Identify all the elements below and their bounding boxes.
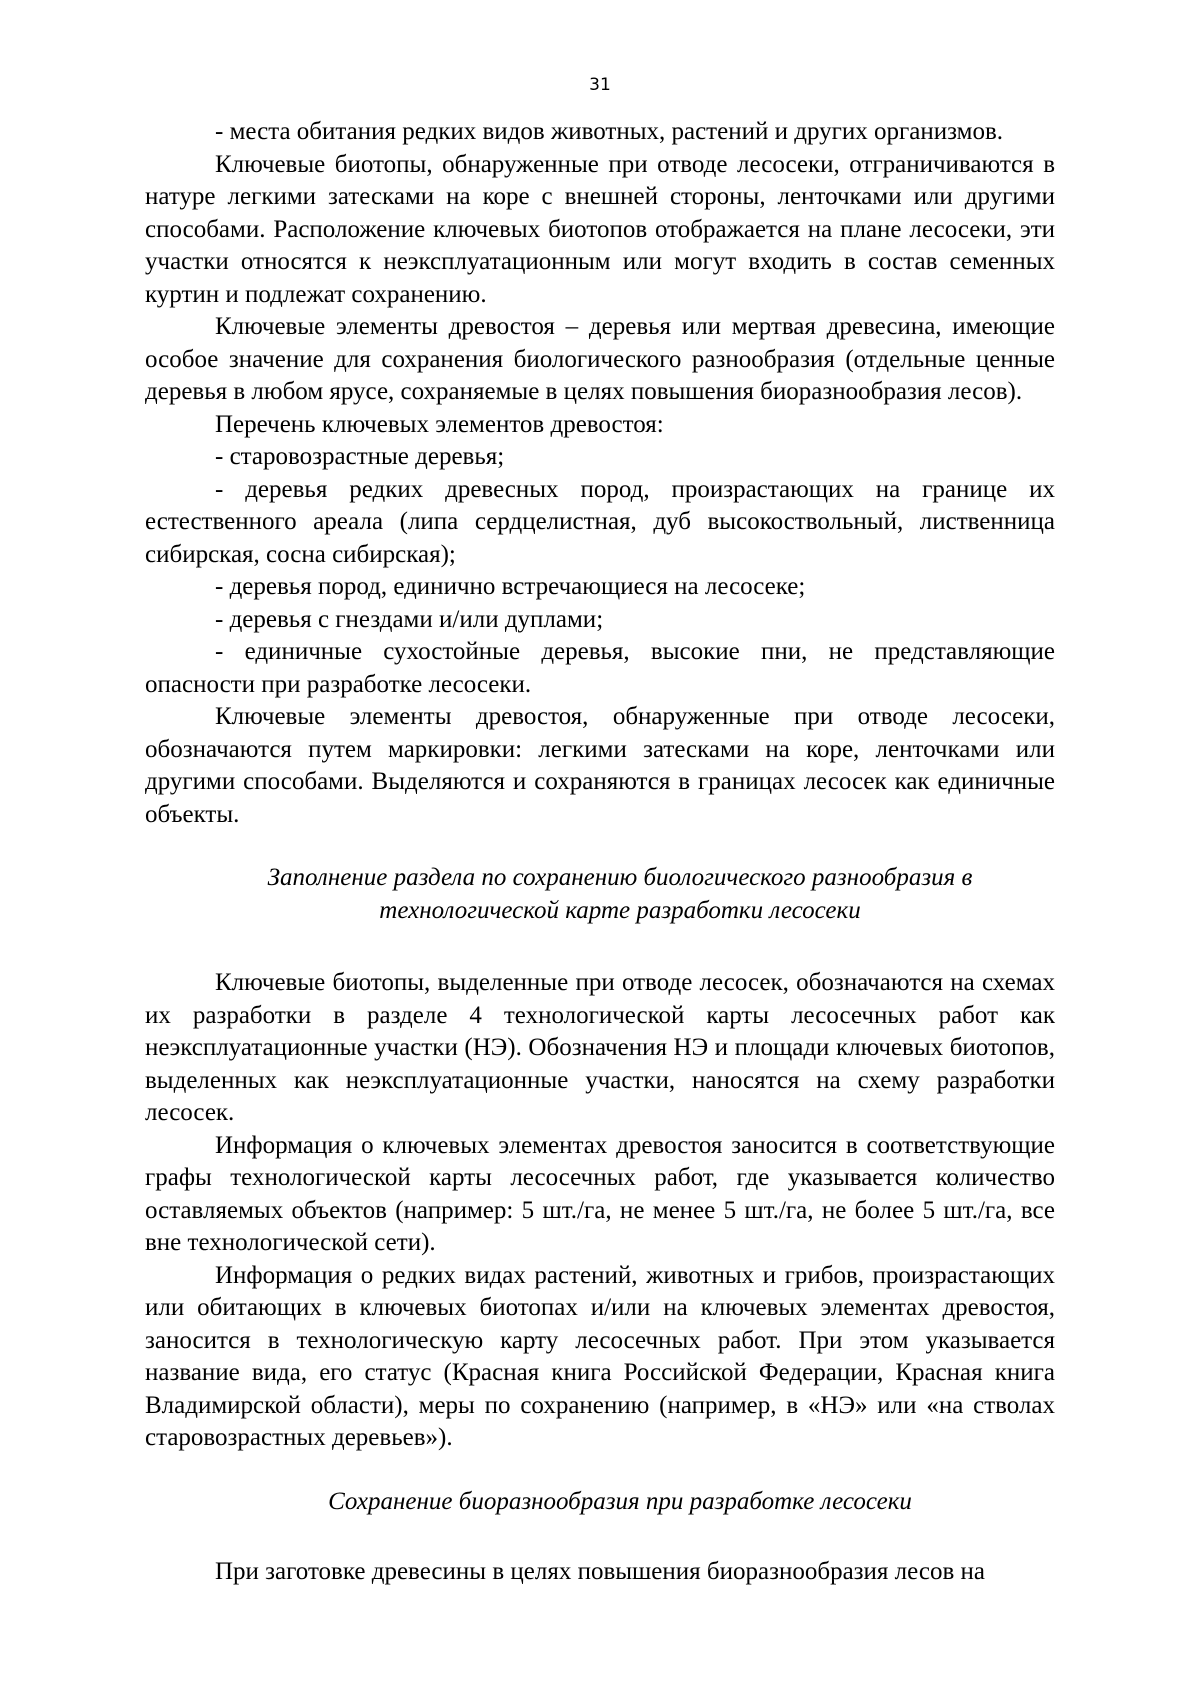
paragraph: Ключевые элементы древостоя, обнаруженные при отводе лесосеки, обозначаются путем маркировки: легкими затесками на коре, ленточками или другими способами. Выделяются и сохраняются в границах лесосек как единичные объекты. [145, 703, 1055, 828]
page-number: 31 [589, 75, 611, 95]
paragraph: Информация о ключевых элементах древостоя заносится в соответствующие графы технологической карты лесосечных работ, где указывается количество оставляемых объектов (например: 5 шт./га, не менее 5 шт./га, не более 5 шт./га, все вне технологической сети). [145, 1131, 1055, 1256]
section-heading [145, 1485, 1055, 1518]
paragraph: - места обитания редких видов животных, растений и других организмов. [215, 118, 1004, 145]
section-heading-line: Сохранение биоразнообразия при разработке лесосеки [328, 1487, 912, 1515]
paragraph: Ключевые биотопы, обнаруженные при отводе лесосеки, отграничиваются в натуре легкими затесками на коре с внешней стороны, ленточками или другими способами. Расположение ключевых биотопов отображается на плане лесосеки, эти участки относятся к неэксплуатационным или могут входить в состав семенных куртин и подлежат сохранению. [145, 150, 1055, 308]
paragraph: Ключевые биотопы, выделенные при отводе лесосек, обозначаются на схемах их разработки в разделе 4 технологической карты лесосечных работ как неэксплуатационные участки (НЭ). Обозначения НЭ и площади ключевых биотопов, выделенных как неэксплуатационные участки, наносятся на схему разработки лесосек. [145, 969, 1055, 1126]
paragraph: При заготовке древесины в целях повышения биоразнообразия лесов на [215, 1557, 985, 1585]
paragraph: Информация о редких видах растений, животных и грибов, произрастающих или обитающих в ключевых биотопах и/или на ключевых элементах древостоя, заносится в технологическую карту лесосечных работ. При этом указывается название вида, его статус (Красная книга Российской Федерации, Красная книга Владимирской области), меры по сохранению (например, в «НЭ» или «на стволах старовозрастных деревьев»). [145, 1261, 1055, 1451]
section-heading-line: Заполнение раздела по сохранению биологического разнообразия в [267, 864, 973, 891]
list-item: - деревья пород, единично встречающиеся на лесосеке; [215, 573, 806, 600]
list-intro: Перечень ключевых элементов древостоя: [215, 410, 664, 438]
list-item: - деревья с гнездами и/или дуплами; [215, 605, 604, 633]
paragraph: Ключевые элементы древостоя – деревья или мертвая древесина, имеющие особое значение для сохранения биологического разнообразия (отдельные ценные деревья в любом ярусе, сохраняемые в целях повышения биоразнообразия лесов). [145, 313, 1055, 405]
page-body [145, 116, 1055, 1588]
list-item: - единичные сухостойные деревья, высокие пни, не представляющие опасности при разработке лесосеки. [145, 638, 1055, 698]
list-item: - деревья редких древесных пород, произрастающих на границе их естественного ареала (липа сердцелистная, дуб высокоствольный, лиственница сибирская, сосна сибирская); [145, 475, 1055, 568]
section-heading [145, 861, 1055, 927]
section-heading-line: технологической карте разработки лесосеки [379, 897, 861, 924]
list-item: - старовозрастные деревья; [215, 443, 505, 470]
